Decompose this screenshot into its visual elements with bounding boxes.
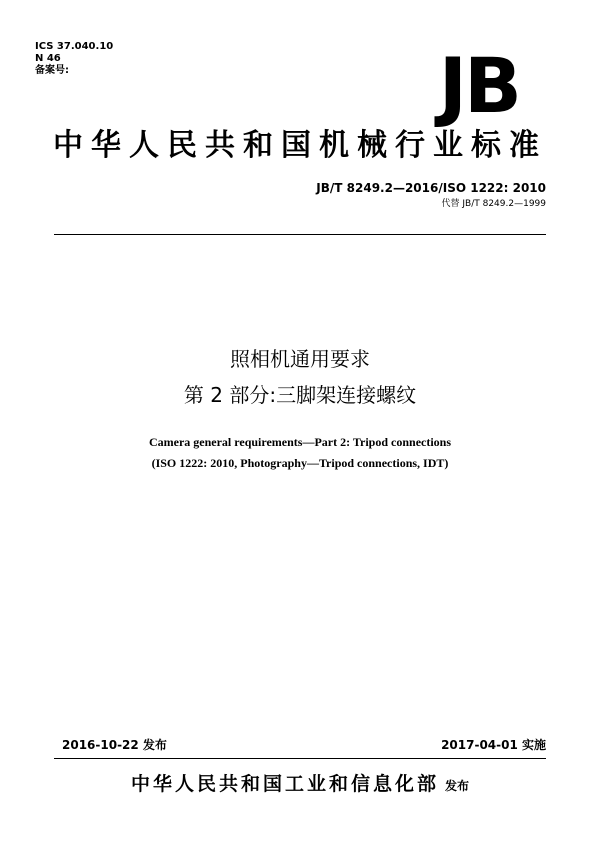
record-number-label: 备案号: <box>35 65 69 76</box>
jb-logo: JB <box>438 41 519 130</box>
standard-number: JB/T 8249.2—2016/ISO 1222: 2010 <box>316 181 546 195</box>
header-divider <box>54 234 546 235</box>
issuer <box>0 770 600 800</box>
footer-divider <box>54 758 546 759</box>
ics-code: ICS 37.040.10 <box>35 41 114 52</box>
title-english-source: (ISO 1222: 2010, Photography—Tripod connections, IDT) <box>151 456 449 470</box>
issuer-name: 中华人民共和国工业和信息化部 <box>130 773 439 795</box>
replaced-standard: 代替 JB/T 8249.2—1999 <box>441 199 546 209</box>
ccs-code: N 46 <box>35 53 61 64</box>
publish-date: 2016-10-22 发布 <box>62 738 167 752</box>
issuer-suffix: 发布 <box>445 779 470 793</box>
implementation-date: 2017-04-01 实施 <box>441 738 546 752</box>
standard-category-title: 中华人民共和国机械行业标准 <box>53 128 547 163</box>
title-chinese-main: 照相机通用要求 <box>230 347 370 371</box>
title-english: Camera general requirements—Part 2: Tripod connections <box>148 435 452 449</box>
title-chinese-part: 第 2 部分:三脚架连接螺纹 <box>183 383 417 407</box>
